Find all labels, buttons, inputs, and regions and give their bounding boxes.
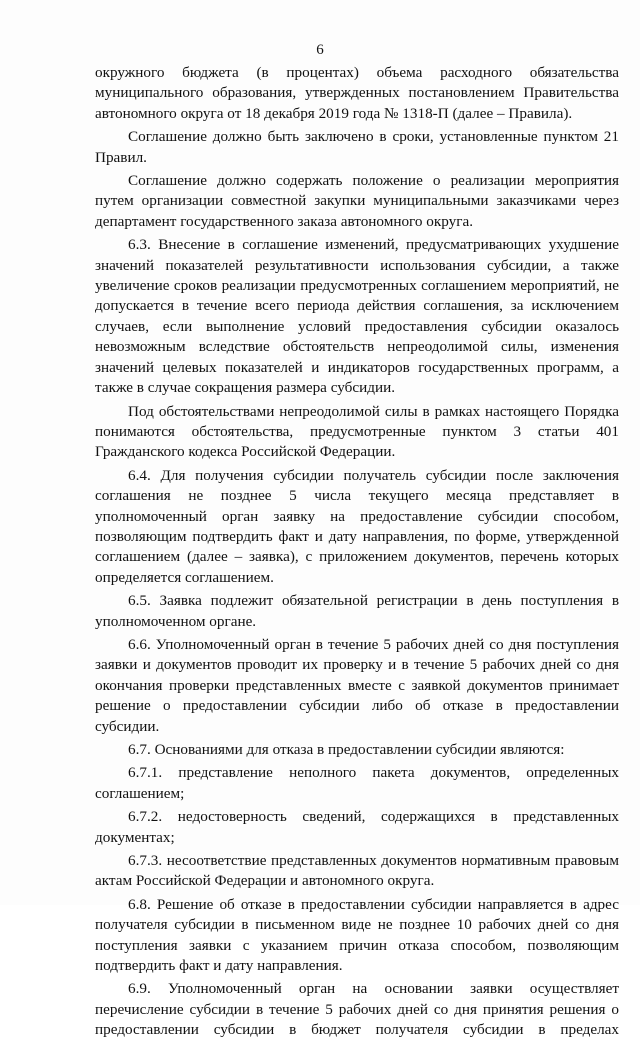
paragraph: 6.7.2. недостоверность сведений, содержащихся в представленных документах; — [95, 808, 619, 846]
paragraph: 6.4. Для получения субсидии получатель субсидии после заключения соглашения не позднее 5 числа текущего месяца представляет в уполномоченный орган заявку на предоставление субсидии способом, позволяющим подтвердить факт и дату направления, по форме, утвержденной соглашением (далее – заявка), с приложением документов, перечень которых определяется соглашением. — [95, 466, 619, 586]
page-number: 6 — [316, 42, 324, 58]
paragraph: Соглашение должно быть заключено в сроки, установленные пунктом 21 Правил. — [95, 128, 619, 166]
paragraph: 6.7.3. несоответствие представленных документов нормативным правовым актам Российской Федерации и автономного округа. — [95, 852, 619, 890]
paragraph: 6.8. Решение об отказе в предоставлении субсидии направляется в адрес получателя субсидии в письменном виде не позднее 10 рабочих дней со дня поступления заявки с указанием причин отказа способом, позволяющим подтвердить факт и дату направления. — [95, 895, 619, 975]
paragraph: 6.7.1. представление неполного пакета документов, определенных соглашением; — [95, 764, 619, 802]
paragraph: 6.5. Заявка подлежит обязательной регистрации в день поступления в уполномоченном органе. — [95, 592, 619, 630]
paragraph: окружного бюджета (в процентах) объема расходного обязательства муниципального образования, утвержденных постановлением Правительства автономного округа от 18 декабря 2019 года № 1318-П (далее – Правила). — [95, 64, 619, 122]
document-body — [95, 63, 619, 1041]
paragraph: Под обстоятельствами непреодолимой силы в рамках настоящего Порядка понимаются обстоятельства, предусмотренные пунктом 3 статьи 401 Гражданского кодекса Российской Федерации. — [95, 402, 619, 461]
paragraph: 6.6. Уполномоченный орган в течение 5 рабочих дней со дня поступления заявки и документов проводит их проверку и в течение 5 рабочих дней со дня окончания проверки представленных вместе с заявкой документов принимает решение о предоставлении субсидии либо об отказе в предоставлении субсидии. — [95, 635, 619, 735]
paragraph: Соглашение должно содержать положение о реализации мероприятия путем организации совместной закупки муниципальными заказчиками через департамент государственного заказа автономного округа. — [95, 172, 619, 230]
paragraph: 6.9. Уполномоченный орган на основании заявки осуществляет перечисление субсидии в течение 5 рабочих дней со дня принятия решения о предоставлении субсидии в бюджет получателя субсидии в пределах — [95, 980, 619, 1039]
paragraph: 6.3. Внесение в соглашение изменений, предусматривающих ухудшение значений показателей результативности использования субсидии, а также увеличение сроков реализации предусмотренных соглашением мероприятий, не допускается в течение всего периода действия соглашения, за исключением случаев, если выполнение условий предоставления субсидии оказалось невозможным вследствие обстоятельств непреодолимой силы, изменения значений целевых показателей и индикаторов государственных программ, а также в случае сокращения размера субсидии. — [95, 236, 619, 397]
paragraph: 6.7. Основаниями для отказа в предоставлении субсидии являются: — [128, 741, 565, 758]
